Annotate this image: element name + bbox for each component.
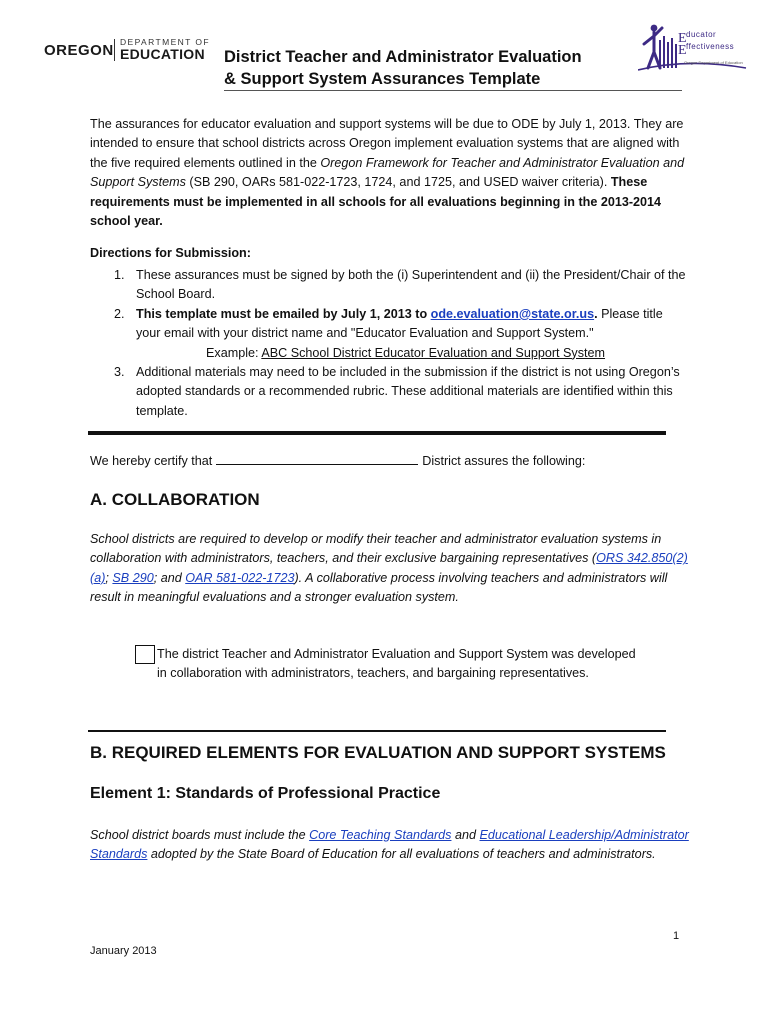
ode-logo-department: DEPARTMENT OF bbox=[120, 37, 210, 47]
ode-logo-education: EDUCATION bbox=[120, 46, 205, 62]
collab-separator: ; bbox=[105, 570, 113, 585]
list-number: 2. bbox=[114, 306, 125, 321]
example-label: Example: bbox=[206, 345, 262, 360]
submission-email-link[interactable]: ode.evaluation@state.or.us bbox=[430, 306, 595, 321]
ode-logo-divider bbox=[114, 39, 115, 61]
list-item-text: These assurances must be signed by both the (i) Superintendent and (ii) the President/Chair of the School Board. bbox=[136, 268, 686, 302]
ee-logo-word-educator: ducator bbox=[686, 30, 717, 39]
email-title-instruction: Please title your email with your district name and "Educator Evaluation and Support System." bbox=[136, 306, 663, 341]
ee-logo-word-effectiveness: ffectiveness bbox=[686, 42, 735, 51]
collaboration-assurance bbox=[135, 645, 645, 684]
collab-separator: ; and bbox=[153, 570, 186, 585]
element-1-paragraph bbox=[90, 826, 690, 865]
intro-citation: (SB 290, OARs 581-022-1723, 1724, and 1725, and USED waiver criteria). bbox=[185, 175, 611, 190]
footer-date: January 2013 bbox=[90, 945, 157, 957]
oar-link[interactable]: OAR 581-022-1723 bbox=[185, 570, 295, 585]
directions-heading: Directions for Submission: bbox=[90, 246, 251, 260]
educator-effectiveness-logo bbox=[638, 22, 748, 74]
leadership-standards-link[interactable]: Educational Leadership/Administrator Standards bbox=[90, 828, 689, 862]
ode-logo-oregon: OREGON bbox=[44, 42, 114, 59]
el-text-1: School district boards must include the bbox=[90, 828, 310, 842]
svg-text:E: E bbox=[678, 31, 687, 46]
title-underline bbox=[224, 90, 682, 91]
checkbox-label: The district Teacher and Administrator Evaluation and Support System was developed in collaboration with administrators, teachers, and bargaining representatives. bbox=[157, 647, 636, 681]
collab-text-2: ). A collaborative process involving teachers and administrators will result in meaningful evaluations and a stronger evaluation system. bbox=[90, 570, 668, 605]
intro-requirement: These requirements must be implemented in all schools for all evaluations beginning in the 2013-2014 school year. bbox=[90, 175, 662, 229]
document-title bbox=[224, 46, 684, 90]
list-number: 1. bbox=[114, 268, 125, 282]
certify-prefix: We hereby certify that bbox=[90, 454, 213, 468]
title-line-1: District Teacher and Administrator Evaluation bbox=[224, 48, 582, 66]
certify-suffix: District assures the following: bbox=[422, 454, 586, 468]
email-period: . bbox=[594, 306, 598, 321]
district-name-field[interactable] bbox=[216, 452, 418, 465]
ode-logo bbox=[44, 36, 214, 64]
el-text-3: adopted by the State Board of Education for all evaluations of teachers and administrators. bbox=[147, 847, 656, 862]
submission-deadline: This template must be emailed by July 1, 2013 to bbox=[136, 306, 431, 321]
list-item bbox=[90, 363, 690, 421]
ee-logo-subtitle: Oregon Department of Education bbox=[684, 60, 743, 65]
page-number: 1 bbox=[673, 930, 680, 942]
list-item bbox=[90, 266, 690, 305]
section-b-heading: B. REQUIRED ELEMENTS FOR EVALUATION AND SUPPORT SYSTEMS bbox=[90, 743, 666, 762]
collaboration-paragraph bbox=[90, 530, 690, 608]
list-item-text: Additional materials may need to be included in the submission if the district is not using Oregon’s adopted standards or a recommended rubric. These additional materials are identified within this template. bbox=[136, 365, 680, 418]
title-line-2: & Support System Assurances Template bbox=[224, 70, 541, 88]
svg-text:E: E bbox=[678, 43, 687, 58]
collaboration-checkbox[interactable] bbox=[135, 645, 155, 664]
email-title-example bbox=[136, 344, 690, 363]
directions-list bbox=[90, 266, 690, 421]
collab-text-1: School districts are required to develop or modify their teacher and administrator evaluation systems in collaboration with administrators, teachers, and their exclusive bargaining representatives ( bbox=[90, 532, 662, 566]
list-number: 3. bbox=[114, 365, 125, 380]
intro-text: The assurances for educator evaluation and support systems will be due to ODE by July 1, 2013. They are intended to ensure that school districts across Oregon implement evaluation systems that are aligned with the five required elements outlined in the bbox=[90, 117, 684, 170]
el-text-2: and bbox=[451, 828, 480, 842]
core-teaching-standards-link[interactable]: Core Teaching Standards bbox=[309, 828, 452, 842]
intro-framework-title: Oregon Framework for Teacher and Administrator Evaluation and Support Systems bbox=[90, 155, 685, 190]
sb290-link[interactable]: SB 290 bbox=[112, 570, 154, 585]
section-a-heading: A. COLLABORATION bbox=[90, 490, 260, 509]
list-item bbox=[90, 305, 690, 363]
ors-link[interactable]: ORS 342.850(2)(a) bbox=[90, 551, 688, 585]
section-divider bbox=[88, 431, 666, 435]
certification-line bbox=[90, 452, 585, 468]
element-1-heading: Element 1: Standards of Professional Practice bbox=[90, 785, 441, 802]
section-divider bbox=[88, 730, 666, 732]
example-value: ABC School District Educator Evaluation and Support System bbox=[261, 345, 606, 360]
intro-paragraph bbox=[90, 115, 690, 231]
